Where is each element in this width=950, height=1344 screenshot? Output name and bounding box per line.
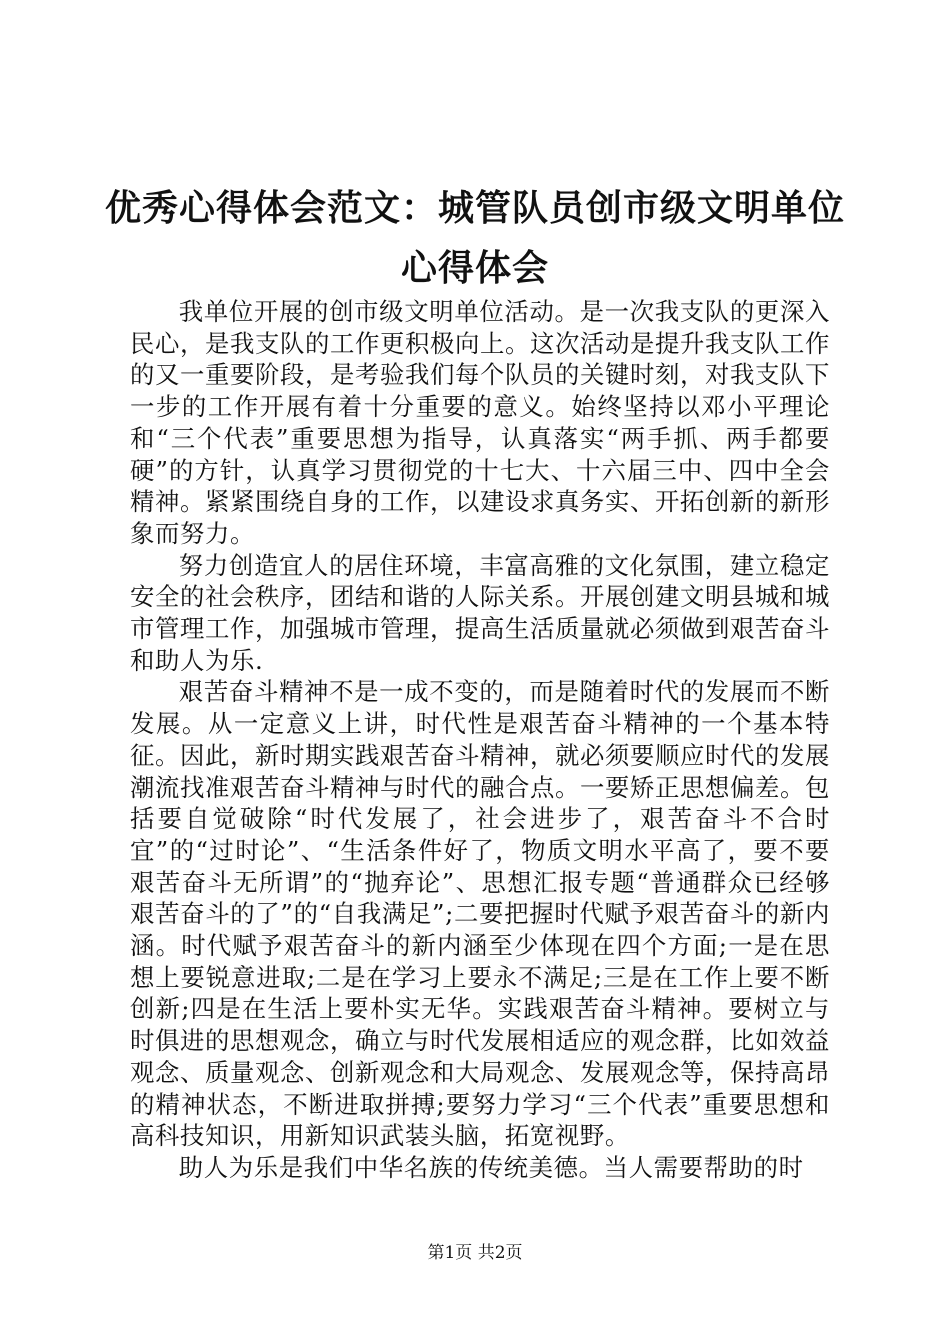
page-footer: 第1页 共2页 [427, 1243, 523, 1263]
document-title-line1: 优秀心得体会范文：城管队员创市级文明单位 [104, 187, 845, 229]
paragraph: 助人为乐是我们中华名族的传统美德。当人需要帮助的时 [178, 1152, 804, 1182]
paragraph: 我单位开展的创市级文明单位活动。是一次我支队的更深入民心，是我支队的工作更积极向上。这次活动是提升我支队工作的又一重要阶段，是考验我们每个队员的关键时刻，对我支队下一步的工作开展有着十分重要的意义。始终坚持以邓小平理论和“三个代表”重要思想为指导，认真落实“两手抓、两手都要硬”的方针，认真学习贯彻党的十七大、十六届三中、四中全会精神。紧紧围绕自身的工作，以建设求真务实、开拓创新的新形象而努力。 [130, 297, 830, 548]
document-body [130, 296, 830, 1184]
paragraph: 努力创造宜人的居住环境，丰富高雅的文化氛围，建立稳定安全的社会秩序，团结和谐的人际关系。开展创建文明县城和城市管理工作，加强城市管理，提高生活质量就必须做到艰苦奋斗和助人为乐. [130, 550, 830, 675]
paragraph: 艰苦奋斗精神不是一成不变的，而是随着时代的发展而不断发展。从一定意义上讲，时代性是艰苦奋斗精神的一个基本特征。因此，新时期实践艰苦奋斗精神，就必须要顺应时代的发展潮流找准艰苦奋斗精神与时代的融合点。一要矫正思想偏差。包括要自觉破除“时代发展了，社会进步了，艰苦奋斗不合时宜”的“过时论”、“生活条件好了，物质文明水平高了，要不要艰苦奋斗无所谓”的“抛弃论”、思想汇报专题“普通群众已经够艰苦奋斗的了”的“自我满足”;二要把握时代赋予艰苦奋斗的新内涵。时代赋予艰苦奋斗的新内涵至少体现在四个方面;一是在思想上要锐意进取;二是在学习上要永不满足;三是在工作上要不断创新;四是在生活上要朴实无华。实践艰苦奋斗精神。要树立与时俱进的思想观念，确立与时代发展相适应的观念群，比如效益观念、质量观念、创新观念和大局观念、发展观念等，保持高昂的精神状态，不断进取拼搏;要努力学习“三个代表”重要思想和高科技知识，用新知识武装头脑，拓宽视野。 [130, 677, 830, 1151]
document-title-line2: 心得体会 [400, 247, 549, 289]
